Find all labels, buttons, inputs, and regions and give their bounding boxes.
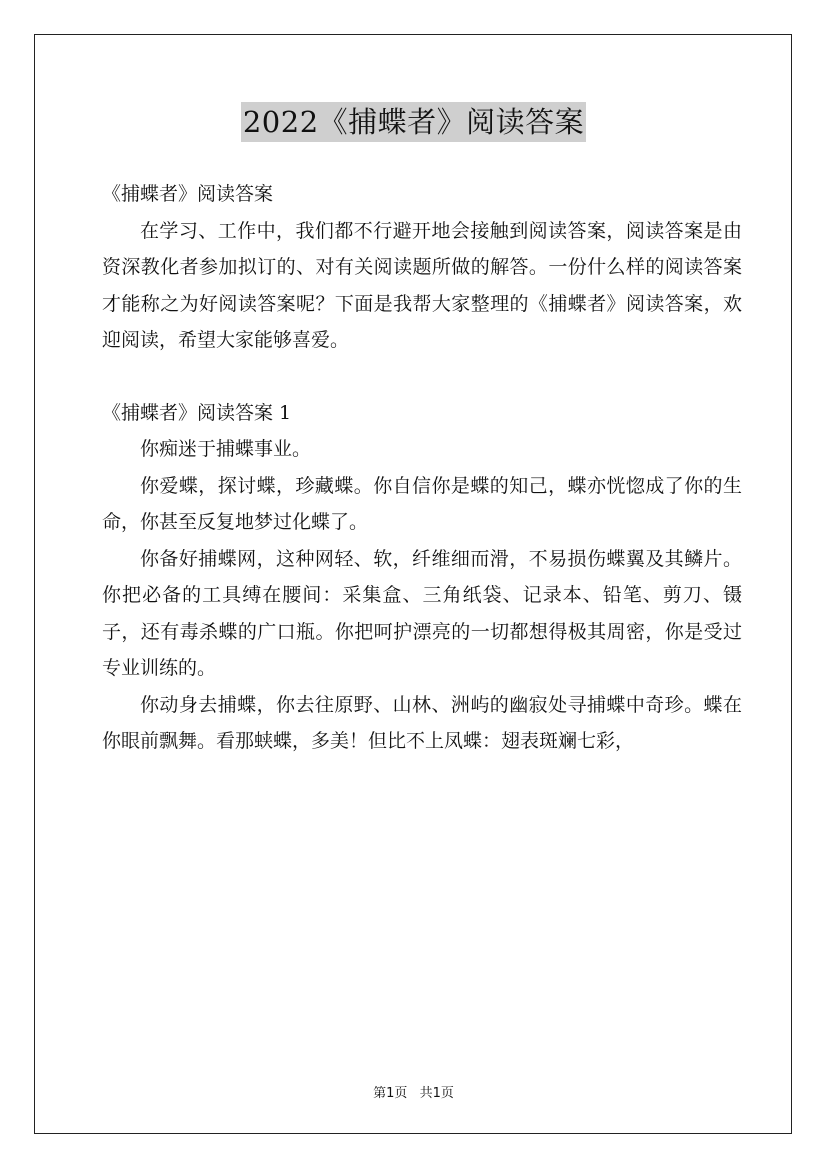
body-paragraph: 你痴迷于捕蝶事业。 (140, 438, 312, 460)
section-spacer (102, 359, 742, 395)
body-paragraph: 你备好捕蝶网，这种网轻、软，纤维细而滑，不易损伤蝶翼及其鳞片。你把必备的工具缚在腰间：采集盒、三角纸袋、记录本、铅笔、剪刀、镊子，还有毒杀蝶的广口瓶。你把呵护漂亮的一切都想得极其周密，你是受过专业训练的。 (102, 547, 742, 679)
body-paragraph: 你动身去捕蝶，你去往原野、山林、洲屿的幽寂处寻捕蝶中奇珍。蝶在你眼前飘舞。看那蛱蝶，多美！但比不上凤蝶：翅表斑斓七彩， (102, 693, 742, 752)
body-paragraph: 你爱蝶，探讨蝶，珍藏蝶。你自信你是蝶的知己，蝶亦恍惚成了你的生命，你甚至反复地梦过化蝶了。 (102, 474, 742, 533)
page-total: 共1页 (419, 1086, 454, 1101)
document-subtitle: 《捕蝶者》阅读答案 (102, 183, 274, 205)
page-footer (0, 1082, 827, 1101)
document-title: 2022《捕蝶者》阅读答案 (241, 102, 586, 142)
intro-paragraph: 在学习、工作中，我们都不行避开地会接触到阅读答案，阅读答案是由资深教化者参加拟订的、对有关阅读题所做的解答。一份什么样的阅读答案才能称之为好阅读答案呢？下面是我帮大家整理的《捕蝶者》阅读答案，欢迎阅读，希望大家能够喜爱。 (102, 219, 742, 351)
document-body (102, 176, 742, 760)
title-container (0, 102, 827, 142)
page-number: 第1页 (373, 1086, 408, 1101)
section-heading: 《捕蝶者》阅读答案 1 (102, 401, 292, 424)
